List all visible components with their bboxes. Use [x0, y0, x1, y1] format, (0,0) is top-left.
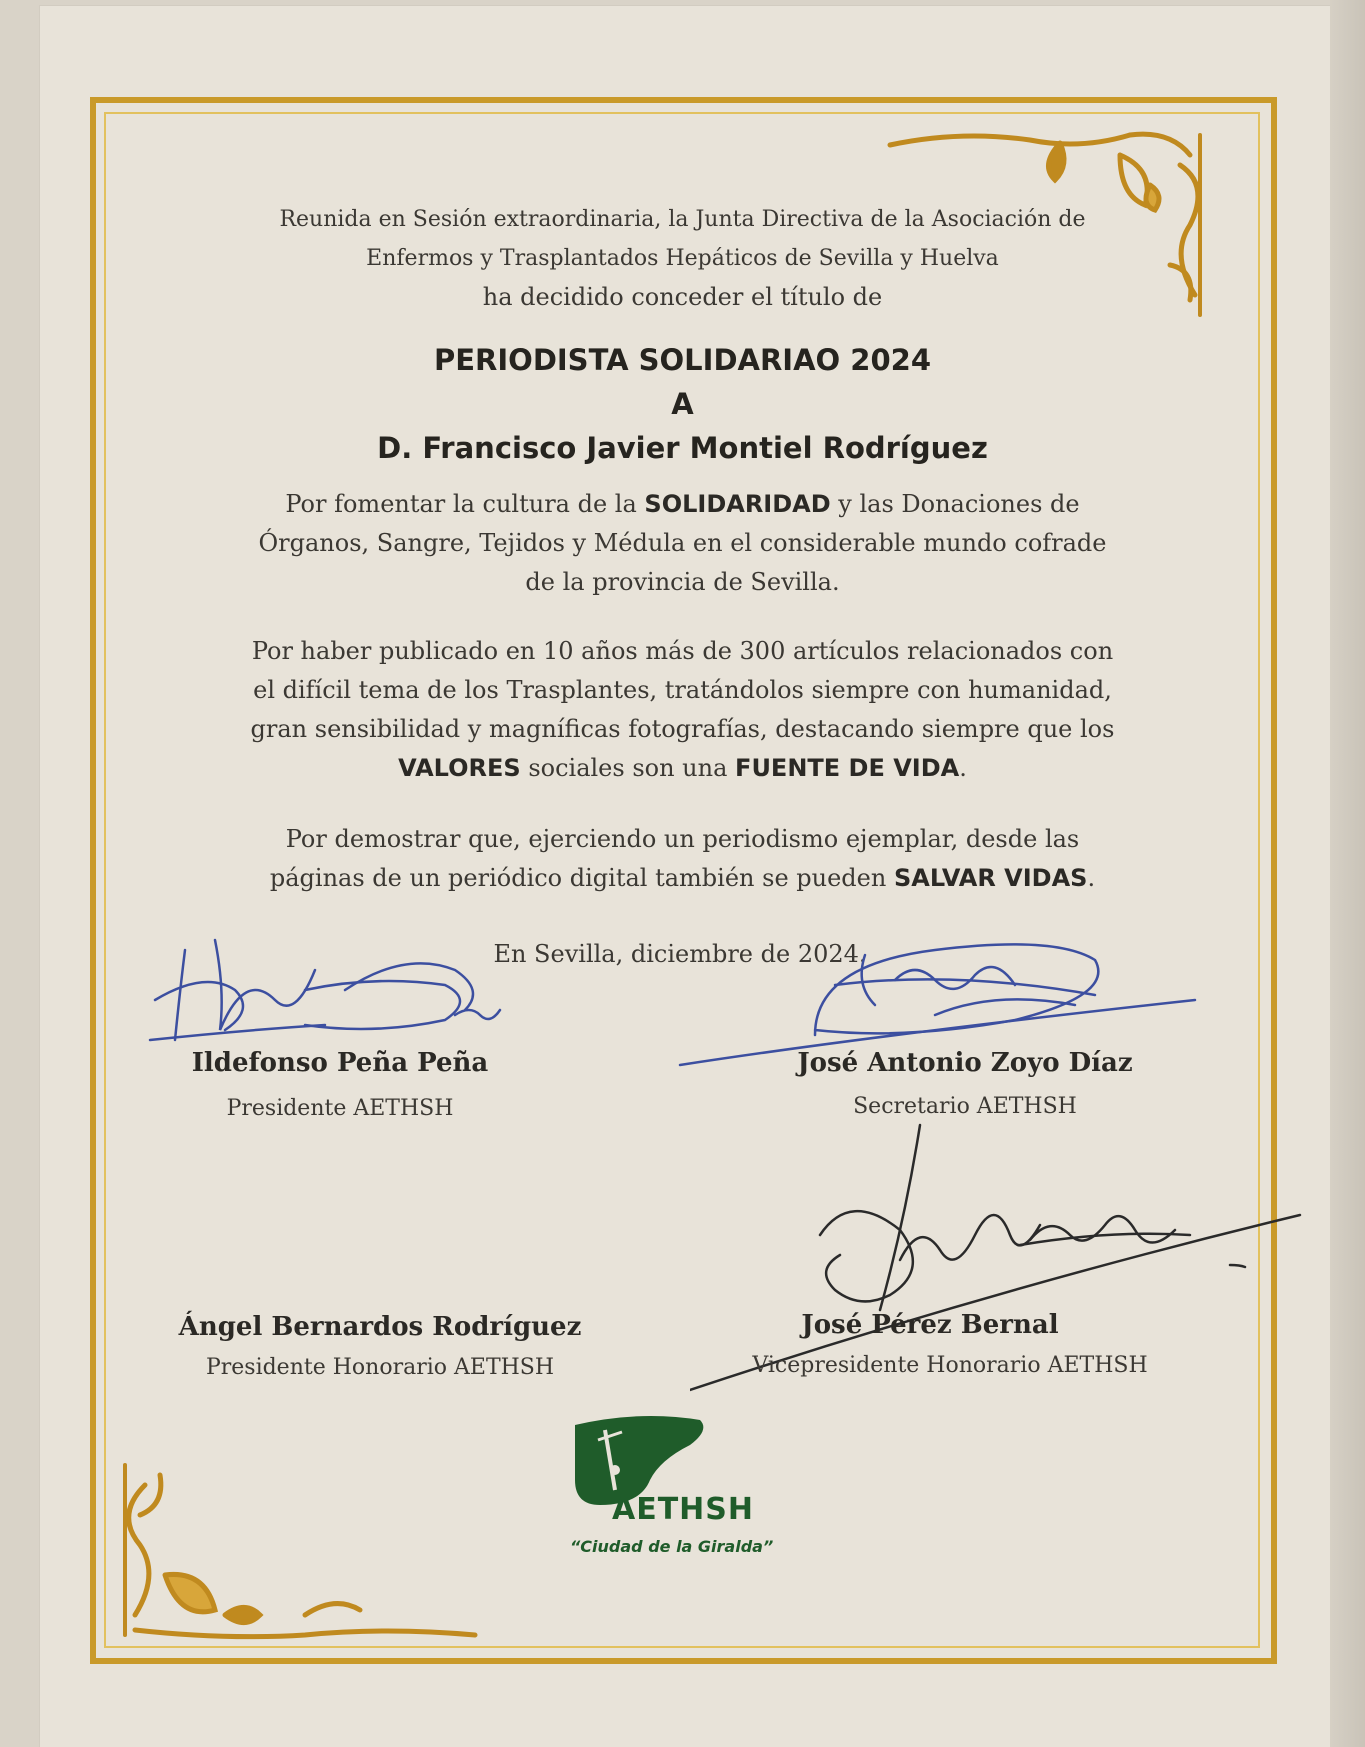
signatory-1-role: Presidente AETHSH: [226, 1096, 454, 1121]
paragraph-3-line-1: Por demostrar que, ejerciendo un periodismo ejemplar, desde las: [285, 825, 1080, 853]
award-connector: A: [671, 387, 694, 421]
logo-motto: “Ciudad de la Giralda”: [570, 1537, 774, 1556]
salvar-vidas-emphasis: SALVAR VIDAS: [893, 864, 1088, 892]
paragraph-1-line-1: [140, 485, 1225, 524]
valores-emphasis: VALORES: [398, 754, 521, 782]
award-block: [140, 338, 1225, 470]
signatory-2-name: José Antonio Zoyo Díaz: [797, 1048, 1133, 1078]
signatory-3-name: Ángel Bernardos Rodríguez: [178, 1312, 582, 1342]
paragraph-2: [140, 632, 1225, 788]
background-edge: [1330, 0, 1365, 1747]
intro-block: [140, 200, 1225, 317]
signatory-1-name: Ildefonso Peña Peña: [191, 1048, 489, 1078]
text-segment: .: [959, 754, 967, 782]
paragraph-1-line-3: de la provincia de Sevilla.: [525, 568, 840, 596]
text-segment: páginas de un periódico digital también se pueden: [269, 864, 894, 892]
logo-name: AETHSH: [612, 1492, 754, 1527]
paragraph-3: [140, 820, 1225, 898]
text-segment: y las Donaciones de: [830, 490, 1080, 518]
paragraph-2-line-4: [140, 749, 1225, 788]
solidaridad-emphasis: SOLIDARIDAD: [644, 490, 831, 518]
paragraph-1-line-2: Órganos, Sangre, Tejidos y Médula en el considerable mundo cofrade: [258, 529, 1107, 557]
signatory-2-role: Secretario AETHSH: [853, 1094, 1077, 1119]
text-segment: Por fomentar la cultura de la: [285, 490, 645, 518]
paragraph-2-line-3: gran sensibilidad y magníficas fotografías, destacando siempre que los: [250, 715, 1115, 743]
paragraph-3-line-2: [140, 859, 1225, 898]
intro-line-3: ha decidido conceder el título de: [482, 283, 883, 311]
paragraph-1: [140, 485, 1225, 602]
intro-line-2: Enfermos y Trasplantados Hepáticos de Sevilla y Huelva: [366, 246, 999, 271]
award-recipient: D. Francisco Javier Montiel Rodríguez: [377, 431, 988, 465]
date-text: En Sevilla, diciembre de 2024.: [493, 940, 867, 968]
award-title: PERIODISTA SOLIDARIAO 2024: [433, 343, 931, 377]
fuente-de-vida-emphasis: FUENTE DE VIDA: [735, 754, 960, 782]
paragraph-2-line-2: el difícil tema de los Trasplantes, tratándolos siempre con humanidad,: [253, 676, 1112, 704]
intro-line-1: Reunida en Sesión extraordinaria, la Junta Directiva de la Asociación de: [279, 207, 1086, 232]
signatory-4-name: José Pérez Bernal: [801, 1310, 1059, 1340]
text-segment: sociales son una: [520, 754, 736, 782]
signatory-3-role: Presidente Honorario AETHSH: [205, 1355, 555, 1380]
bottom-left-ornament-icon: [105, 1455, 485, 1655]
paragraph-2-line-1: Por haber publicado en 10 años más de 300 artículos relacionados con: [251, 637, 1114, 665]
text-segment: .: [1087, 864, 1096, 892]
signature-ildefonso: [145, 930, 505, 1060]
signatory-4-role: Vicepresidente Honorario AETHSH: [752, 1353, 1148, 1378]
